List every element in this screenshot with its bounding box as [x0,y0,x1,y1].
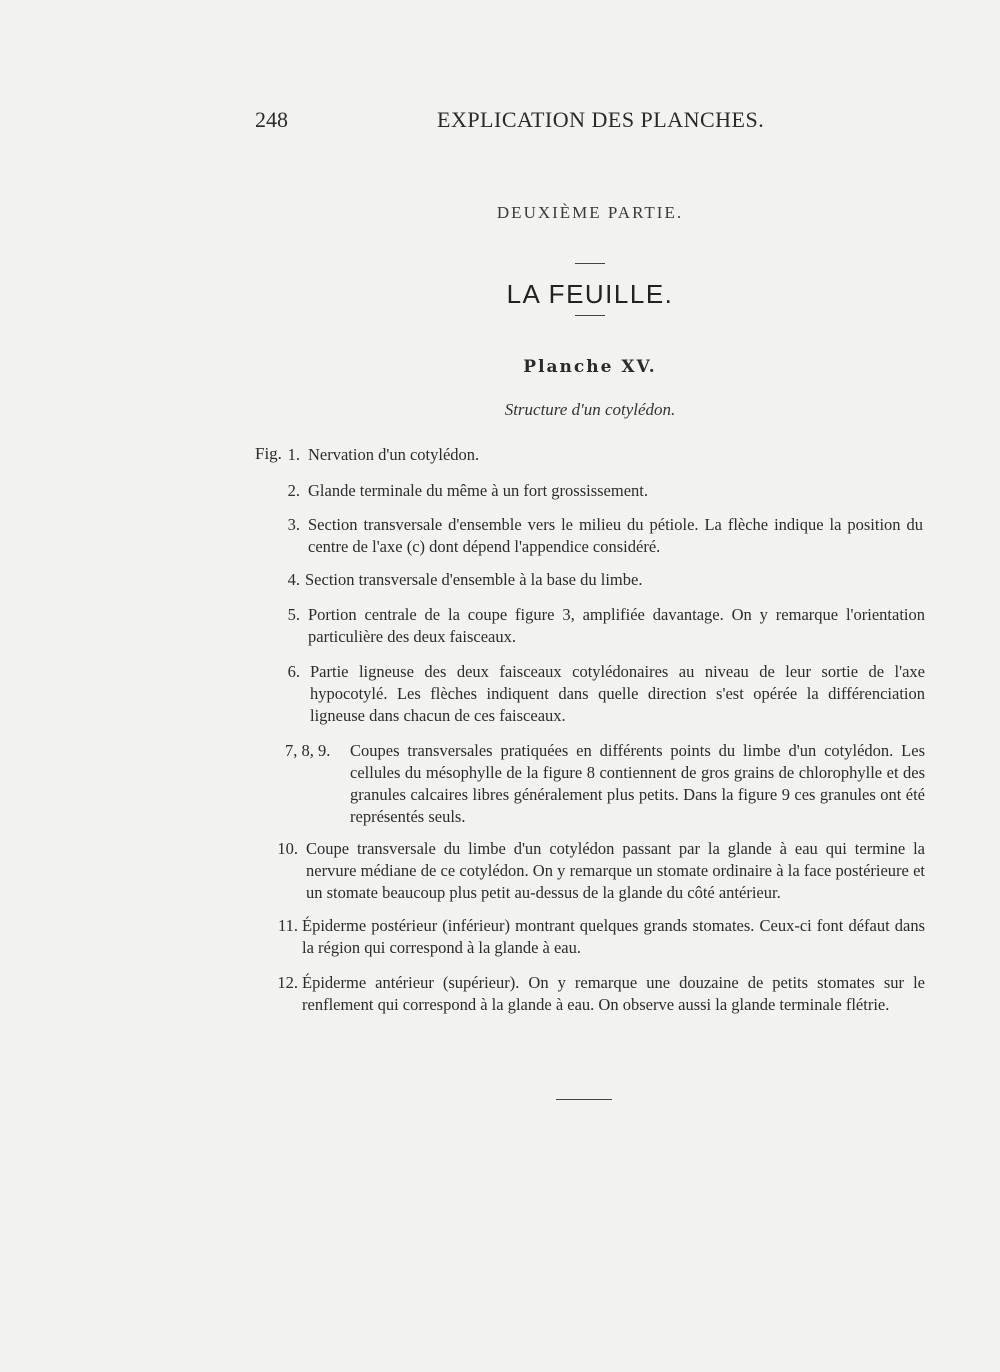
entry-text: Épiderme postérieur (inférieur) montrant quelques grands stomates. Ceux-ci font défaut dans la région qui correspond à la glande à eau. [302,916,925,957]
title-rule-top [575,263,605,264]
entry-text: Portion centrale de la coupe figure 3, amplifiée davantage. On y remarque l'orientation particulière des deux faisceaux. [308,605,925,646]
entry-number: 1. [287,445,300,464]
entry-text: Partie ligneuse des deux faisceaux cotylédonaires au niveau de leur sortie de l'axe hypocotylé. Les flèches indiquent dans quelle direction s'est opérée la différenciation ligneuse dans chacun de ces faisceaux. [310,662,925,725]
end-rule [556,1099,612,1100]
entry-number: 10. [277,839,298,858]
entry-number: 12. [277,973,298,992]
entry-text: Glande terminale du même à un fort grossissement. [308,481,648,500]
entry-number: 6. [287,662,300,681]
entry-number: 7, 8, 9. [285,741,331,760]
part-title: DEUXIÈME PARTIE. [496,203,684,222]
entry-text: Coupes transversales pratiquées en différents points du limbe d'un cotylédon. Les cellules du mésophylle de la figure 8 contiennent de gros grains de chlorophylle et des granules calcaires libres généralement plus petits. Dans la figure 9 ces granules ont été représentés seuls. [350,741,925,826]
entry-number: 3. [287,515,300,534]
entry-text: Section transversale d'ensemble à la base du limbe. [305,570,643,589]
running-title: EXPLICATION DES PLANCHES. [437,107,765,132]
main-title: LA FEUILLE. [506,279,674,309]
fig-label: Fig. [255,444,282,463]
entry-number: 4. [287,570,300,589]
entry-number: 5. [287,605,300,624]
entry-text: Nervation d'un cotylédon. [308,445,480,464]
entry-text: Coupe transversale du limbe d'un cotylédon passant par la glande à eau qui termine la nervure médiane de ce cotylédon. On y remarque un stomate ordinaire à la face postérieure et un stomate beaucoup plus petit au-dessus de la glande du côté antérieur. [306,839,925,902]
plate-subtitle: Structure d'un cotylédon. [504,400,676,419]
entry-text [308,514,923,558]
entry-text: Épiderme antérieur (supérieur). On y remarque une douzaine de petits stomates sur le renflement qui correspond à la glande à eau. On observe aussi la glande terminale flétrie. [302,973,925,1014]
title-rule-bottom [575,315,605,316]
entry-number: 11. [277,916,298,935]
page-number: 248 [255,107,288,132]
entry-number: 2. [287,481,300,500]
plate-title: Planche XV. [523,357,657,377]
entry-text-body: Section transversale d'ensemble vers le milieu du pétiole. La flèche indique la position du centre de l'axe (c) dont dépend l'appendice considéré. [308,515,923,556]
